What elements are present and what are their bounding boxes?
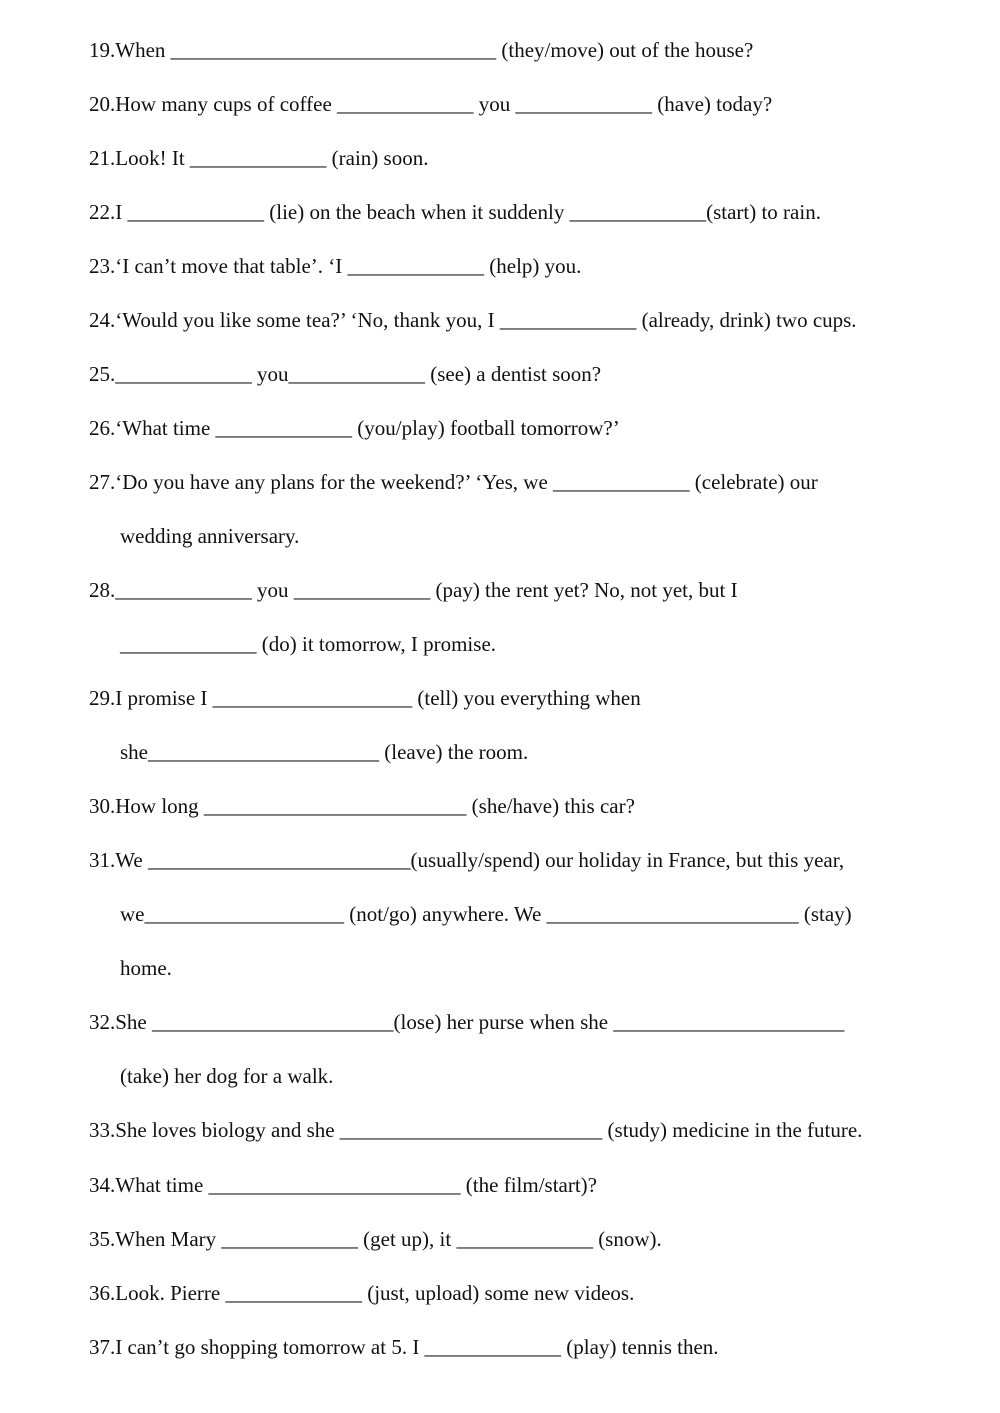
question-36-line: 36.Look. Pierre _____________ (just, upload) some new videos. [89,1281,635,1305]
question-26-line: 26.‘What time _____________ (you/play) football tomorrow?’ [89,416,620,440]
question-32-continuation: (take) her dog for a walk. [120,1064,334,1088]
question-21-line: 21.Look! It _____________ (rain) soon. [89,146,429,170]
question-31-continuation-2: home. [120,956,172,980]
question-28-line: 28._____________ you _____________ (pay) the rent yet? No, not yet, but I [89,578,738,602]
question-22-line: 22.I _____________ (lie) on the beach when it suddenly _____________(start) to rain. [89,200,821,224]
question-30-line: 30.How long _________________________ (she/have) this car? [89,794,635,818]
question-20-line: 20.How many cups of coffee _____________ you _____________ (have) today? [89,92,773,116]
question-28-continuation: _____________ (do) it tomorrow, I promise. [120,632,497,656]
question-27-continuation: wedding anniversary. [120,524,300,548]
question-32-line: 32.She _______________________(lose) her purse when she ______________________ [89,1010,845,1034]
question-24-line: 24.‘Would you like some tea?’ ‘No, thank you, I _____________ (already, drink) two cups. [89,308,857,332]
question-34-line: 34.What time ________________________ (the film/start)? [89,1173,597,1197]
question-31-line: 31.We _________________________(usually/spend) our holiday in France, but this year, [89,848,845,872]
question-31-continuation: we___________________ (not/go) anywhere. We ________________________ (stay) [120,902,852,926]
question-23-line: 23.‘I can’t move that table’. ‘I _____________ (help) you. [89,254,582,278]
question-37-line: 37.I can’t go shopping tomorrow at 5. I _____________ (play) tennis then. [89,1335,719,1359]
question-29-continuation: she______________________ (leave) the room. [120,740,529,764]
question-33-line: 33.She loves biology and she _________________________ (study) medicine in the future. [89,1118,863,1142]
question-27-line: 27.‘Do you have any plans for the weekend?’ ‘Yes, we _____________ (celebrate) our [89,470,818,494]
question-19-line: 19.When _______________________________ (they/move) out of the house? [89,38,754,62]
question-35-line: 35.When Mary _____________ (get up), it _____________ (snow). [89,1227,662,1251]
question-25-line: 25._____________ you_____________ (see) a dentist soon? [89,362,602,386]
question-29-line: 29.I promise I ___________________ (tell) you everything when [89,686,641,710]
